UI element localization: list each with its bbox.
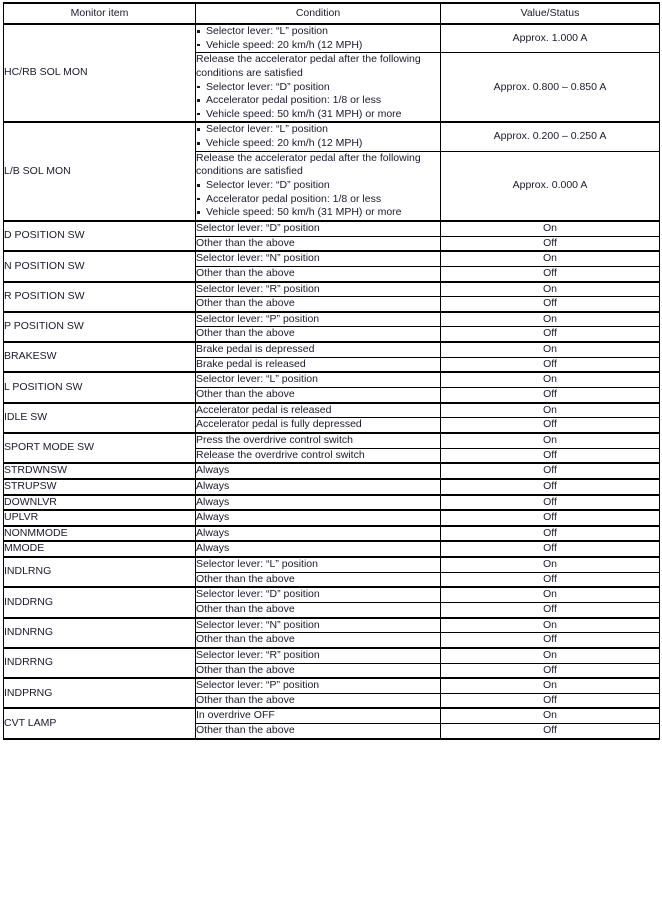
condition-cell [196,433,441,448]
monitor-item-cell: UPLVR [4,510,196,526]
table-row [4,495,660,511]
condition-cell [196,587,441,602]
table-row [4,282,660,297]
condition-cell [196,282,441,297]
condition-lead-text: Release the overdrive control switch [196,448,365,461]
monitor-item-cell: MMODE [4,541,196,557]
condition-cell [196,708,441,723]
table-row [4,587,660,602]
monitor-item-cell: NONMMODE [4,526,196,542]
value-status-cell: On [441,708,660,723]
value-status-cell: Off [441,633,660,648]
value-status-cell: Approx. 1.000 A [441,24,660,53]
condition-cell [196,236,441,251]
value-status-cell: Off [441,479,660,495]
condition-cell [196,479,441,495]
value-status-cell: On [441,251,660,266]
monitor-item-cell: DOWNLVR [4,495,196,511]
monitor-item-cell: R POSITION SW [4,282,196,312]
value-status-cell: On [441,403,660,418]
column-header-monitor-item: Monitor item [4,3,196,24]
condition-cell [196,388,441,403]
value-status-cell: Approx. 0.800 – 0.850 A [441,53,660,123]
value-status-cell: Off [441,388,660,403]
condition-bullet-item: Accelerator pedal position: 1/8 or less [196,94,440,108]
value-status-cell: On [441,648,660,663]
value-status-cell: Off [441,448,660,463]
condition-cell [196,327,441,342]
value-status-cell: Off [441,693,660,708]
value-status-cell: Off [441,463,660,479]
table-row [4,526,660,542]
value-status-cell: On [441,618,660,633]
monitor-item-cell: STRUPSW [4,479,196,495]
condition-lead-text: Brake pedal is released [196,357,306,370]
value-status-cell: On [441,342,660,357]
condition-bullet-item: Vehicle speed: 50 km/h (31 MPH) or more [196,206,440,220]
condition-cell [196,122,441,151]
condition-lead-text: Always [196,542,230,555]
condition-lead-text: Selector lever: “P” position [196,679,320,692]
value-status-cell: Off [441,526,660,542]
table-row [4,24,660,53]
condition-lead-text: Release the accelerator pedal after the following conditions are satisfied [196,151,421,178]
condition-cell [196,403,441,418]
condition-bullet-item: Selector lever: “L” position [196,25,440,39]
value-status-cell: On [441,282,660,297]
table-header [4,3,660,24]
table-row [4,251,660,266]
condition-cell [196,448,441,463]
monitor-item-cell: STRDWNSW [4,463,196,479]
condition-bullet-item: Vehicle speed: 50 km/h (31 MPH) or more [196,108,440,122]
value-status-cell: Off [441,541,660,557]
table-row [4,403,660,418]
condition-bullet-list [196,81,440,122]
condition-cell [196,526,441,542]
condition-bullet-item: Vehicle speed: 20 km/h (12 MPH) [196,137,440,151]
condition-cell [196,618,441,633]
condition-cell [196,372,441,387]
condition-cell [196,557,441,572]
condition-cell [196,541,441,557]
table-row [4,618,660,633]
value-status-cell: Off [441,495,660,511]
condition-lead-text: Brake pedal is depressed [196,343,315,356]
condition-bullet-list [196,123,440,150]
monitor-item-cell: INDNRNG [4,618,196,648]
condition-lead-text: Selector lever: “D” position [196,588,320,601]
condition-lead-text: Other than the above [196,297,295,310]
table-row [4,708,660,723]
condition-cell [196,24,441,53]
condition-cell [196,663,441,678]
condition-lead-text: Other than the above [196,724,295,737]
condition-bullet-list [196,179,440,220]
monitor-item-cell: L POSITION SW [4,372,196,402]
table-row [4,557,660,572]
condition-lead-text: Always [196,479,230,492]
condition-lead-text: Other than the above [196,266,295,279]
condition-lead-text: Always [196,464,230,477]
value-status-cell: On [441,433,660,448]
table-row [4,372,660,387]
condition-cell [196,357,441,372]
condition-cell [196,693,441,708]
table-row [4,221,660,236]
table-row [4,463,660,479]
value-status-cell: Off [441,510,660,526]
value-status-cell: Off [441,418,660,433]
condition-lead-text: Selector lever: “N” position [196,252,320,265]
condition-bullet-item: Selector lever: “L” position [196,123,440,137]
value-status-cell: On [441,557,660,572]
value-status-cell: Approx. 0.200 – 0.250 A [441,122,660,151]
monitor-item-cell: N POSITION SW [4,251,196,281]
condition-cell [196,342,441,357]
condition-lead-text: Other than the above [196,388,295,401]
value-status-cell: Off [441,724,660,739]
condition-lead-text: Selector lever: “L” position [196,558,318,571]
condition-lead-text: Other than the above [196,633,295,646]
value-status-cell: Off [441,572,660,587]
condition-cell [196,312,441,327]
value-status-cell: On [441,372,660,387]
value-status-cell: Off [441,327,660,342]
condition-cell [196,266,441,281]
condition-lead-text: Other than the above [196,327,295,340]
condition-lead-text: Selector lever: “D” position [196,221,320,234]
value-status-cell: Approx. 0.000 A [441,151,660,221]
monitor-item-cell: SPORT MODE SW [4,433,196,463]
condition-cell [196,678,441,693]
table-row [4,433,660,448]
header-row [4,3,660,24]
monitor-item-spec-table [3,2,660,740]
condition-cell [196,510,441,526]
condition-lead-text: Selector lever: “P” position [196,312,320,325]
monitor-item-cell: CVT LAMP [4,708,196,738]
monitor-item-cell: HC/RB SOL MON [4,24,196,122]
condition-cell [196,251,441,266]
monitor-item-cell: P POSITION SW [4,312,196,342]
monitor-item-cell: INDLRNG [4,557,196,587]
value-status-cell: On [441,312,660,327]
condition-lead-text: Other than the above [196,236,295,249]
condition-lead-text: Selector lever: “L” position [196,373,318,386]
condition-bullet-item: Vehicle speed: 20 km/h (12 MPH) [196,39,440,53]
value-status-cell: Off [441,357,660,372]
column-header-value-status: Value/Status [441,3,660,24]
condition-cell [196,648,441,663]
table-row [4,678,660,693]
condition-cell [196,151,441,221]
condition-cell [196,463,441,479]
condition-cell [196,572,441,587]
condition-lead-text: Other than the above [196,572,295,585]
value-status-cell: Off [441,236,660,251]
condition-lead-text: Always [196,495,230,508]
table-body [4,24,660,739]
condition-lead-text: Accelerator pedal is released [196,403,332,416]
condition-bullet-item: Selector lever: “D” position [196,179,440,193]
condition-lead-text: Accelerator pedal is fully depressed [196,418,362,431]
condition-cell [196,724,441,739]
monitor-item-cell: L/B SOL MON [4,122,196,220]
condition-bullet-item: Selector lever: “D” position [196,81,440,95]
table-row [4,122,660,151]
value-status-cell: Off [441,297,660,312]
condition-cell [196,633,441,648]
condition-cell [196,602,441,617]
condition-lead-text: In overdrive OFF [196,709,275,722]
value-status-cell: Off [441,266,660,281]
condition-bullet-list [196,25,440,52]
condition-cell [196,297,441,312]
table-row [4,342,660,357]
condition-lead-text: Other than the above [196,693,295,706]
monitor-item-cell: BRAKESW [4,342,196,372]
column-header-condition: Condition [196,3,441,24]
condition-lead-text: Release the accelerator pedal after the following conditions are satisfied [196,53,421,79]
value-status-cell: Off [441,602,660,617]
value-status-cell: Off [441,663,660,678]
condition-cell [196,221,441,236]
condition-lead-text: Press the overdrive control switch [196,433,353,446]
condition-bullet-item: Accelerator pedal position: 1/8 or less [196,193,440,207]
value-status-cell: On [441,221,660,236]
table-row [4,479,660,495]
monitor-item-cell: INDDRNG [4,587,196,617]
condition-lead-text: Selector lever: “R” position [196,282,320,295]
condition-lead-text: Selector lever: “R” position [196,648,320,661]
table-row [4,648,660,663]
condition-lead-text: Always [196,511,230,524]
table-row [4,312,660,327]
table-row [4,510,660,526]
condition-lead-text: Always [196,526,230,539]
monitor-item-cell: INDPRNG [4,678,196,708]
condition-cell [196,418,441,433]
condition-cell [196,495,441,511]
monitor-item-cell: D POSITION SW [4,221,196,251]
monitor-item-cell: IDLE SW [4,403,196,433]
value-status-cell: On [441,587,660,602]
condition-lead-text: Other than the above [196,663,295,676]
monitor-item-cell: INDRRNG [4,648,196,678]
condition-lead-text: Other than the above [196,602,295,615]
condition-lead-text: Selector lever: “N” position [196,618,320,631]
table-row [4,541,660,557]
value-status-cell: On [441,678,660,693]
condition-cell [196,53,441,123]
